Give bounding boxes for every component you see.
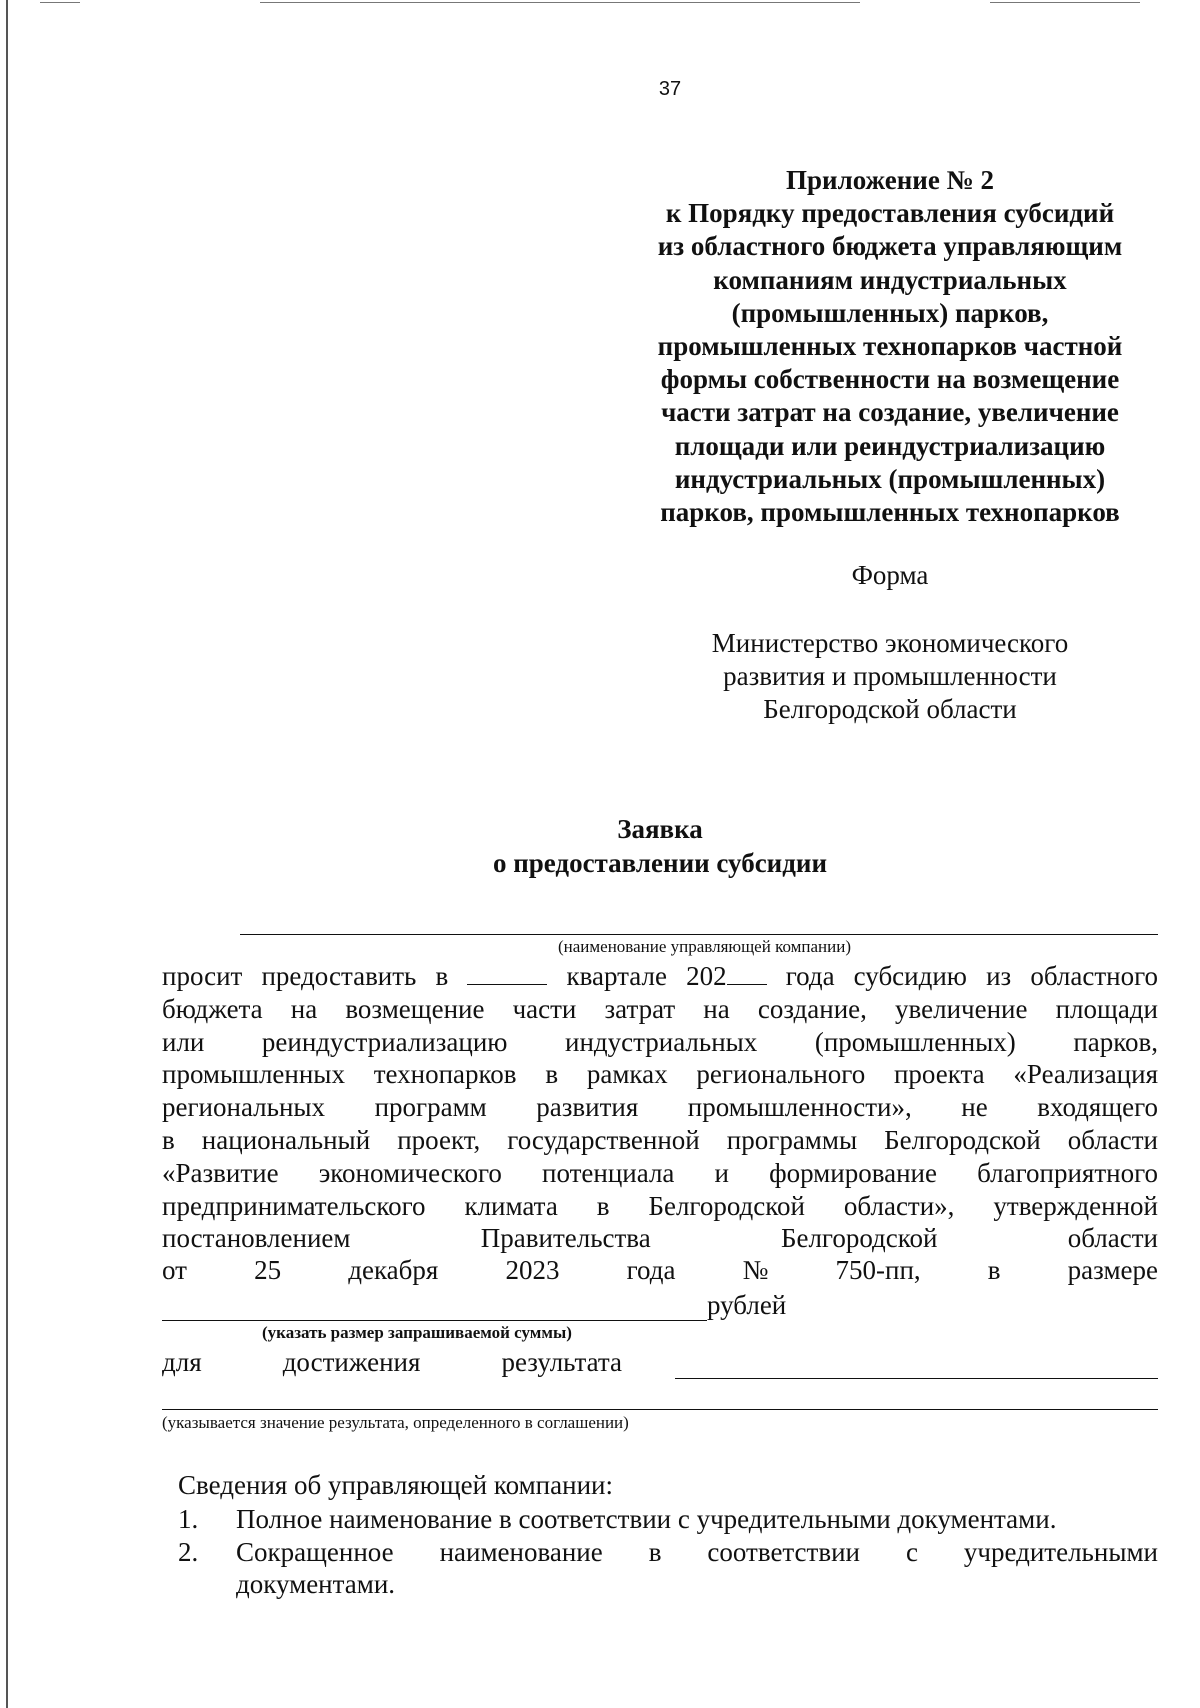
recipient-line: развития и промышленности xyxy=(723,661,1057,691)
decree-word: от xyxy=(162,1255,187,1285)
scan-edge-top-2 xyxy=(260,2,860,3)
form-label: Форма xyxy=(851,560,929,590)
list-item xyxy=(178,1536,1158,1601)
result-word: результата xyxy=(501,1347,622,1377)
quarter-field[interactable] xyxy=(467,962,547,985)
list-item-number: 2. xyxy=(178,1536,199,1567)
request-paragraph xyxy=(162,960,1158,1255)
year-field[interactable] xyxy=(727,962,767,985)
decree-word: № xyxy=(742,1255,769,1285)
list-item-text-line: документами. xyxy=(236,1569,396,1599)
scan-edge-top-1 xyxy=(40,2,80,3)
title-line: Заявка xyxy=(617,814,703,844)
decree-word: размере xyxy=(1067,1255,1158,1285)
appendix-line: Приложение № 2 xyxy=(786,165,994,195)
request-line: региональных программ развития промышленности», не входящего xyxy=(162,1092,1158,1123)
appendix-line: промышленных технопарков частной xyxy=(657,331,1123,362)
recipient-block xyxy=(620,627,1160,726)
result-word: достижения xyxy=(282,1347,421,1377)
result-label xyxy=(162,1347,622,1378)
company-info-list xyxy=(178,1503,1158,1601)
list-item-text: Полное наименование в соответствии с учредительными документами. xyxy=(236,1504,1057,1534)
decree-word: 750-пп, xyxy=(835,1255,921,1285)
result-field-continuation[interactable] xyxy=(162,1409,1158,1410)
appendix-line: площади или реиндустриализацию xyxy=(674,430,1106,461)
scan-edge-left xyxy=(6,0,8,1708)
recipient-line: Белгородской области xyxy=(763,694,1017,724)
appendix-line: индустриальных (промышленных) xyxy=(674,463,1106,494)
amount-field[interactable] xyxy=(162,1320,707,1321)
appendix-line: (промышленных) парков, xyxy=(731,297,1049,328)
company-name-field[interactable] xyxy=(240,934,1158,935)
result-caption: (указывается значение результата, определенного в соглашении) xyxy=(162,1413,629,1432)
list-item xyxy=(178,1503,1158,1536)
appendix-line: из областного бюджета управляющим xyxy=(657,231,1123,262)
result-field[interactable] xyxy=(675,1378,1158,1379)
appendix-line: парков, промышленных технопарков xyxy=(660,497,1120,528)
request-line: в национальный проект, государственной программы Белгородской области xyxy=(162,1124,1158,1155)
document-title xyxy=(360,812,960,880)
scan-edge-top-3 xyxy=(990,2,1140,3)
appendix-line: к Порядку предоставления субсидий xyxy=(665,198,1115,229)
result-word: для xyxy=(162,1347,202,1377)
appendix-line: компаниям индустриальных xyxy=(713,264,1067,295)
rubles-label: рублей xyxy=(707,1290,787,1320)
decree-word: 2023 xyxy=(505,1255,560,1285)
page-number: 37 xyxy=(658,78,682,100)
company-name-caption: (наименование управляющей компании) xyxy=(558,937,852,956)
appendix-header xyxy=(620,164,1160,529)
amount-caption: (указать размер запрашиваемой суммы) xyxy=(262,1323,572,1342)
company-info-heading: Сведения об управляющей компании: xyxy=(178,1470,613,1500)
appendix-line: части затрат на создание, увеличение xyxy=(661,397,1119,428)
decree-word: 25 xyxy=(254,1255,282,1285)
request-line: «Развитие экономического потенциала и формирование благоприятного xyxy=(162,1157,1158,1188)
request-line: предпринимательского климата в Белгородской области», утвержденной xyxy=(162,1190,1158,1221)
decree-date-line xyxy=(162,1255,1158,1286)
decree-word: декабря xyxy=(348,1255,439,1285)
title-line: о предоставлении субсидии xyxy=(492,848,828,878)
request-line: промышленных технопарков в рамках регионального проекта «Реализация xyxy=(162,1059,1158,1090)
decree-word: в xyxy=(987,1255,1001,1285)
request-line-1: просит предоставить в квартале 202 года субсидию из областного xyxy=(162,961,1158,991)
recipient-line: Министерство экономического xyxy=(711,628,1069,658)
request-line: постановлением Правительства Белгородской области xyxy=(162,1223,1158,1254)
request-line: или реиндустриализацию индустриальных (промышленных) парков, xyxy=(162,1026,1158,1057)
request-line: бюджета на возмещение части затрат на создание, увеличение площади xyxy=(162,993,1158,1024)
decree-word: года xyxy=(626,1255,676,1285)
list-item-text xyxy=(236,1536,1158,1601)
appendix-line: формы собственности на возмещение xyxy=(660,364,1120,395)
list-item-number: 1. xyxy=(178,1504,199,1534)
list-item-text-line: Сокращенное наименование в соответствии с учредительными xyxy=(236,1536,1158,1567)
